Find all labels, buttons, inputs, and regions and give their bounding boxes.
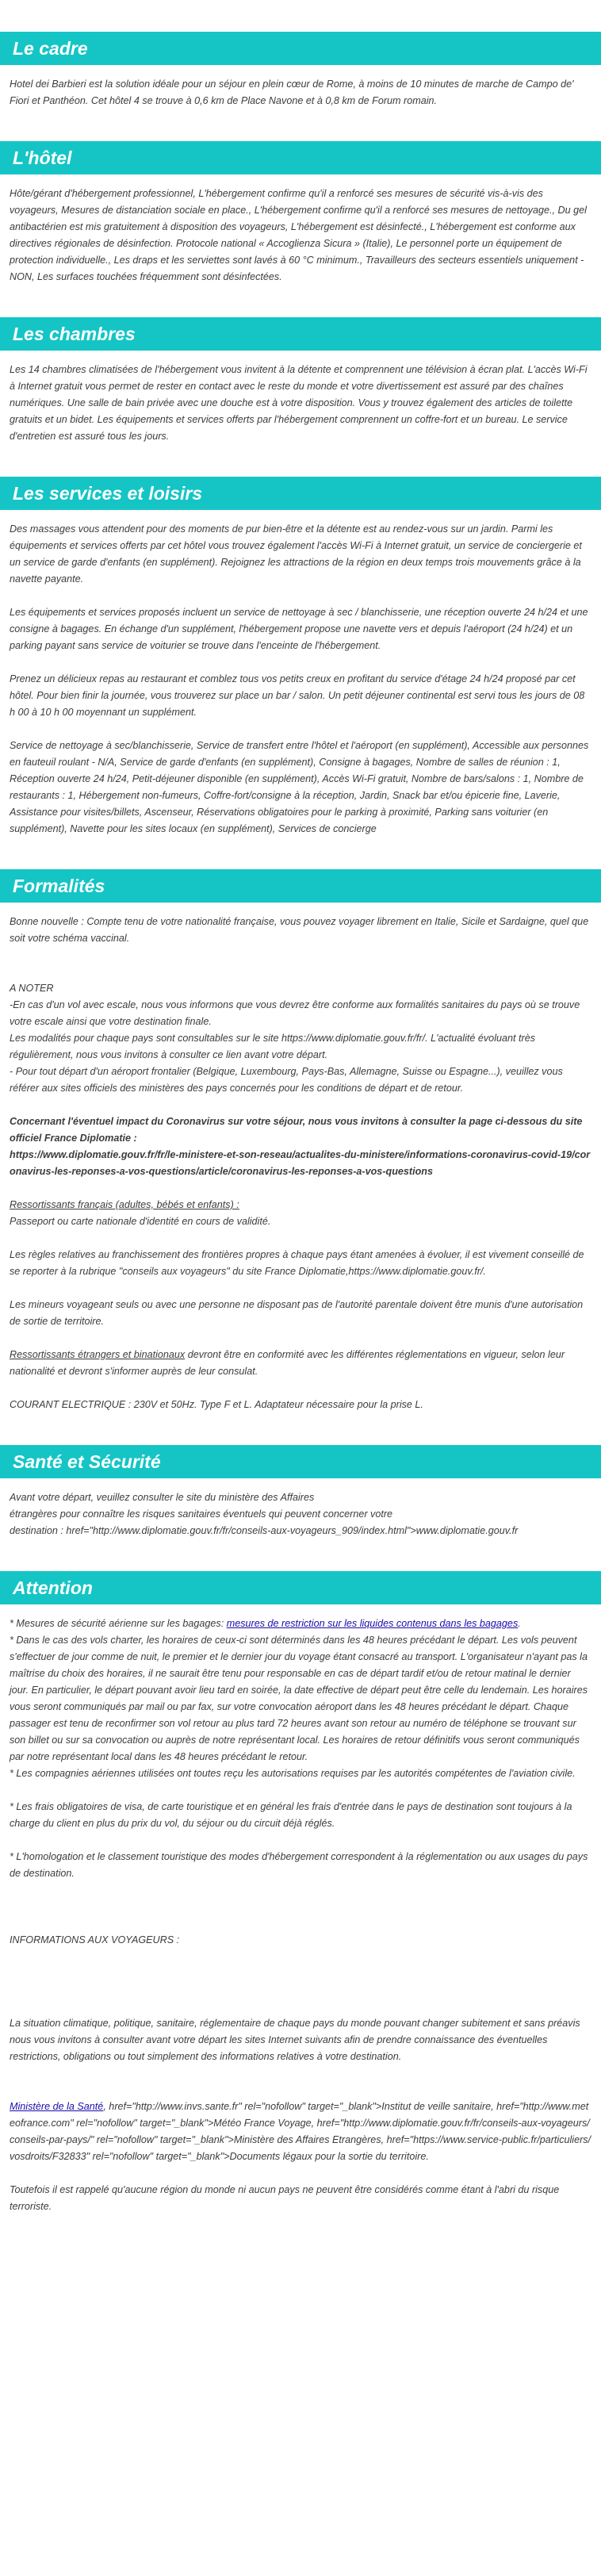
section-body-sante — [0, 1489, 601, 1539]
section-sante — [0, 1445, 601, 1539]
foreign-nationals-title: Ressortissants étrangers et binationaux — [10, 1349, 186, 1360]
useful-links — [10, 2099, 591, 2165]
note-title: A NOTER — [10, 983, 54, 994]
services-paragraph-2: Les équipements et services proposés incluent un service de nettoyage à sec / blanchisserie, une réception ouverte 24 h/24 et une consigne à bagages. En échange d'un supplément, l'hébergement propose une navette vers et depuis l'aéroport (24 h/24) et un parking payant sans service de voiturier se trouve dans l'enceinte de l'hébergement. — [10, 607, 588, 651]
section-body-cadre — [0, 76, 601, 109]
covid-url: https://www.diplomatie.gouv.fr/fr/le-ministere-et-son-reseau/actualites-du-ministere/informations-coronavirus-covid-19/coronavirus-les-reponses-a-vos-questions/article/coronavirus-les-reponses-a-vos-questions — [10, 1149, 591, 1177]
section-title-formalites: Formalités — [0, 869, 601, 903]
section-title-cadre: Le cadre — [0, 32, 601, 65]
formalites-intro: Bonne nouvelle : Compte tenu de votre nationalité française, vous pouvez voyager librement en Italie, Sicile et Sardaigne, quel que soit votre schéma vaccinal. — [10, 916, 589, 944]
climate-line-1: La situation climatique, politique, sanitaire, réglementaire de chaque pays du monde pouvant changer subitement et sans préavis — [10, 2018, 580, 2029]
note-line-3: - Pour tout départ d'un aéroport frontalier (Belgique, Luxembourg, Pays-Bas, Allemagne, Suisse ou Espagne...), veuillez vous référer aux sites officiels des ministères des pays concernés pour les conditions de départ et de retour. — [10, 1066, 563, 1094]
minors-text: Les mineurs voyageant seuls ou avec une personne ne disposant pas de l'autorité parentale doivent être munis d'une autorisation de sortie de territoire. — [10, 1299, 584, 1327]
section-body-formalites — [0, 914, 601, 1413]
covid-intro: Concernant l'éventuel impact du Coronavirus sur votre séjour, nous vous invitons à consulter la page ci-dessous du site officiel France Diplomatie : — [10, 1116, 583, 1144]
section-title-hotel: L'hôtel — [0, 141, 601, 174]
french-nationals-text: Passeport ou carte nationale d'identité en cours de validité. — [10, 1216, 271, 1227]
section-attention — [0, 1571, 601, 2215]
section-body-attention — [0, 1616, 601, 2215]
section-title-sante: Santé et Sécurité — [0, 1445, 601, 1478]
sante-line-1: Avant votre départ, veuillez consulter le site du ministère des Affaires — [10, 1492, 315, 1503]
attention-bullet-4: * Les frais obligatoires de visa, de carte touristique et en général les frais d'entrée dans le pays de destination sont toujours à la charge du client en plus du prix du vol, du séjour ou du circuit déjà réglés. — [10, 1801, 572, 1829]
attention-bullet-1 — [10, 1616, 591, 1632]
border-rules-text: Les règles relatives au franchissement des frontières propres à chaque pays étant amenées à évoluer, il est vivement conseillé de se reporter à la rubrique "conseils aux voyageurs" du site France Diplomatie,https://www.diplomatie.gouv.fr/. — [10, 1249, 584, 1277]
note-line-2: Les modalités pour chaque pays sont consultables sur le site https://www.diplomatie.gouv.fr/fr/. L'actualité évoluant très régulièrement, nous vous invitons à consulter ce lien avant votre départ. — [10, 1033, 535, 1060]
section-formalites — [0, 869, 601, 1413]
section-body-chambres — [0, 362, 601, 445]
terrorism-notice: Toutefois il est rappelé qu'aucune région du monde ni aucun pays ne peuvent être considérés comme étant à l'abri du risque terroriste. — [10, 2184, 560, 2212]
french-nationals-title: Ressortissants français (adultes, bébés et enfants) : — [10, 1199, 239, 1210]
power-info: COURANT ELECTRIQUE : 230V et 50Hz. Type F et L. Adaptateur nécessaire pour la prise L. — [10, 1399, 423, 1410]
useful-links-text: , href="http://www.invs.sante.fr" rel="nofollow" target="_blank">Institut de veille sanitaire, href="http://www.meteofrance.com" rel="nofollow" target="_blank">Météo France Voyage, href="http://www.diplomatie.gouv.fr/fr/conseils-aux-voyageurs/conseils-par-pays/" rel="nofollow" target="_blank">Ministère des Affaires Etrangères, href="https://www.service-public.fr/particuliers/vosdroits/F32833" rel="nofollow" target="_blank">Documents légaux pour la sortie du territoire. — [10, 2101, 591, 2162]
foreign-nationals-text: devront être en conformité avec les différentes réglementations en vigueur, selon leur nationalité et devront s'informer auprès de leur consulat. — [10, 1349, 565, 1377]
attention-bullet-1-end: . — [518, 1618, 521, 1629]
section-services — [0, 477, 601, 838]
climate-line-2: nous vous invitons à consulter avant votre départ les sites Internet suivants afin de prendre connaissance des éventuelles restrictions, obligations ou tout simplement des informations relatives à votre destination. — [10, 2034, 548, 2062]
section-title-chambres: Les chambres — [0, 317, 601, 351]
section-body-hotel — [0, 186, 601, 286]
attention-bullet-1-text: * Mesures de sécurité aérienne sur les bagages: — [10, 1618, 227, 1629]
services-paragraph-3: Prenez un délicieux repas au restaurant et comblez tous vos petits creux en profitant du service d'étage 24 h/24 proposé par cet hôtel. Pour bien finir la journée, vous trouverez sur place un bar / salon. Un petit déjeuner continental est servi tous les jours de 08 h 00 à 10 h 00 moyennant un supplément. — [10, 673, 585, 718]
section-chambres — [0, 317, 601, 445]
liquids-restriction-link[interactable]: mesures de restriction sur les liquides contenus dans les bagages — [226, 1618, 519, 1629]
chambres-paragraph: Les 14 chambres climatisées de l'hébergement vous invitent à la détente et comprennent une télévision à écran plat. L'accès Wi-Fi à Internet gratuit vous permet de rester en contact avec le reste du monde et votre divertissement est assuré par des chaînes numériques. Une salle de bain privée avec une douche est à votre disposition. Vous y trouvez également des articles de toilette gratuits et un bidet. Les équipements et services offerts par l'hébergement comprennent un coffre-fort et un bureau. Le service d'entretien est assuré tous les jours. — [10, 364, 588, 442]
note-line-1: -En cas d'un vol avec escale, nous vous informons que vous devrez être conforme aux formalités sanitaires du pays où se trouve votre escale ainsi que votre destination finale. — [10, 999, 580, 1027]
cadre-paragraph: Hotel dei Barbieri est la solution idéale pour un séjour en plein cœur de Rome, à moins de 10 minutes de marche de Campo de' Fiori et Panthéon. Cet hôtel 4 se trouve à 0,6 km de Place Navone et à 0,8 km de Forum romain. — [10, 79, 574, 106]
services-paragraph-1: Des massages vous attendent pour des moments de pur bien-être et la détente est au rendez-vous sur un jardin. Parmi les équipements et services offerts par cet hôtel vous trouvez également l'accès Wi-Fi à Internet gratuit, un service de conciergerie et un service de garde d'enfants (en supplément). Rejoignez les attractions de la région en deux temps trois mouvements grâce à la navette payante. — [10, 523, 582, 585]
hotel-paragraph: Hôte/gérant d'hébergement professionnel, L'hébergement confirme qu'il a renforcé ses mesures de sécurité vis-à-vis des voyageurs, Mesures de distanciation sociale en place., L'hébergement confirme qu'il a renforcé ses mesures de nettoyage., Du gel antibactérien est mis gratuitement à disposition des voyageurs, L'hébergement est désinfecté., L'hébergement est conforme aux directives régionales de désinfection. Protocole national « Accoglienza Sicura » (Italie), Le personnel porte un équipement de protection individuelle., Les draps et les serviettes sont lavés à 60 °C minimum., Travailleurs des secteurs essentiels uniquement - NON, Les surfaces touchées fréquemment sont désinfectées. — [10, 188, 587, 282]
section-title-attention: Attention — [0, 1571, 601, 1604]
attention-bullet-3: * Les compagnies aériennes utilisées ont toutes reçu les autorisations requises par les autorités compétentes de l'aviation civile. — [10, 1768, 576, 1779]
sante-line-3: destination : href="http://www.diplomatie.gouv.fr/fr/conseils-aux-voyageurs_909/index.html">www.diplomatie.gouv.fr — [10, 1525, 519, 1536]
section-cadre — [0, 32, 601, 109]
section-title-services: Les services et loisirs — [0, 477, 601, 510]
attention-bullet-5: * L'homologation et le classement touristique des modes d'hébergement correspondent à la réglementation ou aux usages du pays de destination. — [10, 1851, 588, 1879]
travelers-info-title: INFORMATIONS AUX VOYAGEURS : — [10, 1934, 180, 1945]
section-body-services — [0, 521, 601, 838]
attention-bullet-2: * Dans le cas des vols charter, les horaires de ceux-ci sont déterminés dans les 48 heures précédant le départ. Les vols peuvent s'effectuer de jour comme de nuit, le premier et le dernier jour du voyage étant consacré au transport. L'organisateur n'ayant pas la maîtrise du choix des horaires, il ne saurait être tenu pour responsable en cas de départ tardif et/ou de retour matinal le dernier jour. En particulier, le départ pouvant avoir lieu tard en soirée, la date effective de départ peut être celle du lendemain. Les horaires vous seront communiqués par mail ou par fax, sur votre convocation aéroport dans les 48 heures précédant le départ. Chaque passager est tenu de reconfirmer son vol retour au plus tard 72 heures avant son retour au numéro de téléphone se trouvant sur son billet ou sur sa convocation ou auprès de notre représentant local. Les horaires de retour définitifs vous seront communiqués par notre représentant local dans les 48 heures précédant le retour. — [10, 1635, 588, 1762]
section-hotel — [0, 141, 601, 286]
health-ministry-link[interactable]: Ministère de la Santé — [10, 2101, 104, 2112]
sante-line-2: étrangères pour connaître les risques sanitaires éventuels qui peuvent concerner votre — [10, 1508, 393, 1520]
services-paragraph-4: Service de nettoyage à sec/blanchisserie, Service de transfert entre l'hôtel et l'aéroport (en supplément), Accessible aux personnes en fauteuil roulant - N/A, Service de garde d'enfants (en supplément), Consigne à bagages, Nombre de salles de réunion : 1, Réception ouverte 24 h/24, Petit-déjeuner disponible (en supplément), Accès Wi-Fi gratuit, Nombre de bars/salons : 1, Nombre de restaurants : 1, Hébergement non-fumeurs, Coffre-fort/consigne à la réception, Jardin, Snack bar et/ou épicerie fine, Laverie, Assistance pour visites/billets, Ascenseur, Réservations obligatoires pour le parking à proximité, Parking sans voiturier (en supplément), Navette pour les sites locaux (en supplément), Services de concierge — [10, 740, 589, 834]
foreign-nationals-paragraph — [10, 1347, 591, 1380]
